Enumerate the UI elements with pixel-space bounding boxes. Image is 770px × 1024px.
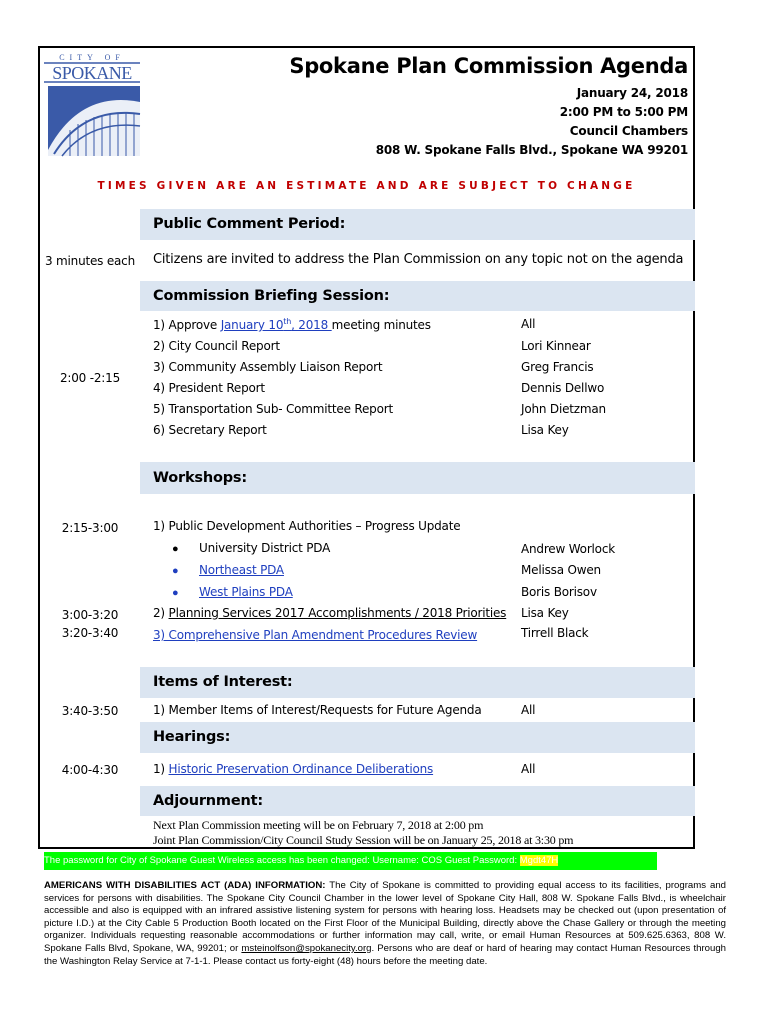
next-meeting-note: Next Plan Commission meeting will be on February 7, 2018 at 2:00 pm (153, 818, 484, 832)
bullet-icon: ● (172, 543, 179, 555)
workshops-heading: Workshops: (153, 470, 247, 486)
briefing-item-5: 5) Transportation Sub- Committee Report (153, 402, 393, 416)
city-of-spokane-logo (40, 50, 144, 162)
time-notice: TIMES GIVEN ARE AN ESTIMATE AND ARE SUBJECT TO CHANGE (97, 180, 636, 192)
bullet-icon: ● (172, 565, 179, 577)
bullet-icon: ● (172, 587, 179, 599)
briefing-presenter-6: Lisa Key (521, 423, 569, 437)
logo-city-of: CITY OF (59, 53, 125, 62)
historic-preservation-link[interactable]: Historic Preservation Ordinance Deliberations (168, 762, 434, 776)
meeting-location: Council Chambers (569, 124, 688, 138)
hearing-item: 1) Historic Preservation Ordinance Deliberations (153, 762, 434, 776)
interest-time: 3:40-3:50 (61, 704, 119, 718)
pda-presenter-2: Melissa Owen (521, 563, 601, 577)
briefing-item-1: 1) Approve January 10th, 2018 meeting minutes (153, 317, 431, 332)
briefing-presenter-1: All (521, 317, 536, 331)
hr-email-link[interactable]: msteinolfson@spokanecity.org (241, 942, 372, 954)
briefing-item-3: 3) Community Assembly Liaison Report (153, 360, 383, 374)
interest-heading: Items of Interest: (153, 674, 293, 690)
pda-west-plains-link[interactable]: West Plains PDA (199, 585, 293, 599)
public-comment-time: 3 minutes each (45, 254, 135, 268)
meeting-address: 808 W. Spokane Falls Blvd., Spokane WA 99201 (375, 143, 688, 157)
meeting-date: January 24, 2018 (576, 86, 688, 100)
ada-information: AMERICANS WITH DISABILITIES ACT (ADA) INFORMATION: The City of Spokane is committed to providing equal access to its facilities, programs and services for persons with disabilities. The Spokane City Council Chamber in the lower level of Spokane City Hall, 808 W. Spokane Falls Blvd., is wheelchair accessible and also is equipped with an infrared assistive listening system for persons with hearing loss. Headsets may be checked out (upon presentation of picture I.D.) at the City Cable 5 Production Booth located on the First Floor of the Municipal Building, directly above the Chase Gallery or through the meeting organizer. Individuals requesting reasonable accommodations or further information may call, write, or email Human Resources at 509.625.6363, 808 W. Spokane Falls Blvd, Spokane, WA, 99201; or msteinolfson@spokanecity.org. Persons who are deaf or hard of hearing may contact Human Resources through the Washington Relay Service at 7-1-1. Please contact us forty-eight (48) hours before the meeting date. (44, 880, 727, 967)
public-comment-heading: Public Comment Period: (153, 216, 346, 232)
pda-university-district: University District PDA (199, 541, 331, 555)
comp-plan-amendment-link[interactable]: 3) Comprehensive Plan Amendment Procedures Review (153, 628, 478, 642)
briefing-item-6: 6) Secretary Report (153, 423, 267, 437)
adjournment-heading: Adjournment: (153, 793, 263, 809)
interest-item: 1) Member Items of Interest/Requests for Future Agenda (153, 703, 482, 717)
joint-session-note: Joint Plan Commission/City Council Study Session will be on January 25, 2018 at 3:30 pm (153, 833, 574, 847)
page-title: Spokane Plan Commission Agenda (289, 54, 688, 78)
hearing-presenter: All (521, 762, 536, 776)
briefing-time: 2:00 -2:15 (59, 371, 121, 385)
workshop-item-2: 2) Planning Services 2017 Accomplishments / 2018 Priorities (153, 606, 507, 620)
minutes-link[interactable]: January 10th, 2018 (220, 317, 332, 332)
briefing-presenter-4: Dennis Dellwo (521, 381, 605, 395)
briefing-item-4: 4) President Report (153, 381, 265, 395)
pda-presenter-1: Andrew Worlock (521, 542, 615, 556)
workshop-time-3: 3:20-3:40 (61, 626, 119, 640)
workshop-time-1: 2:15-3:00 (61, 521, 119, 535)
hearing-time: 4:00-4:30 (61, 763, 119, 777)
briefing-presenter-3: Greg Francis (521, 360, 594, 374)
meeting-time: 2:00 PM to 5:00 PM (559, 105, 688, 119)
logo-spokane: SPOKANE (52, 63, 132, 83)
interest-presenter: All (521, 703, 536, 717)
wireless-password: Mgdt47H (519, 855, 559, 866)
workshop-time-2: 3:00-3:20 (61, 608, 119, 622)
hearings-heading: Hearings: (153, 729, 231, 745)
briefing-item-2: 2) City Council Report (153, 339, 280, 353)
wireless-password-notice: The password for City of Spokane Guest Wireless access has been changed: Username: COS Guest Password: Mgdt47H (44, 852, 657, 870)
briefing-presenter-5: John Dietzman (521, 402, 606, 416)
pda-northeast-link[interactable]: Northeast PDA (199, 563, 284, 577)
briefing-heading: Commission Briefing Session: (153, 288, 390, 304)
pda-presenter-3: Boris Borisov (521, 585, 597, 599)
workshop-item-1: 1) Public Development Authorities – Progress Update (153, 519, 461, 533)
workshop-presenter-2: Lisa Key (521, 606, 569, 620)
briefing-presenter-2: Lori Kinnear (521, 339, 591, 353)
public-comment-text: Citizens are invited to address the Plan Commission on any topic not on the agenda (153, 252, 684, 267)
workshop-presenter-3: Tirrell Black (521, 626, 589, 640)
